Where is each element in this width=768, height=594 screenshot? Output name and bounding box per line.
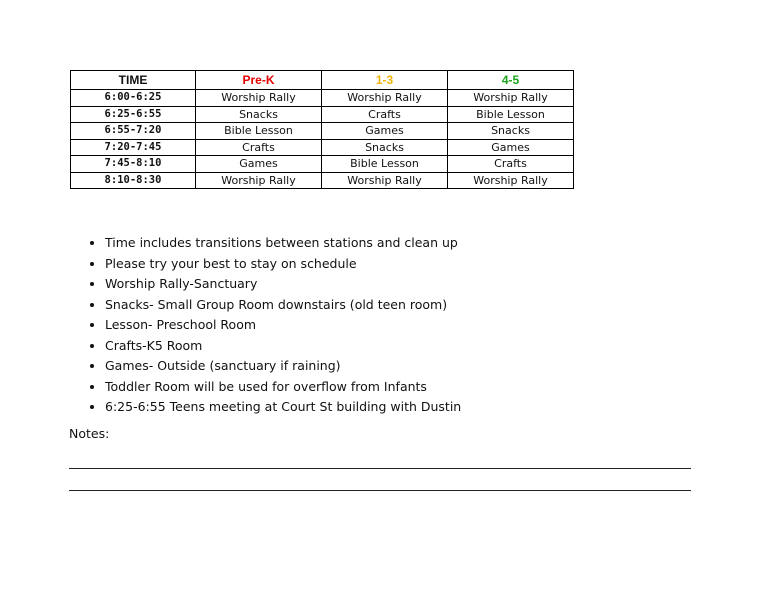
pre-k-cell: Snacks bbox=[196, 106, 322, 123]
grades-1-3-cell: Worship Rally bbox=[322, 172, 448, 189]
list-item: • 6:25-6:55 Teens meeting at Court St building with Dustin bbox=[105, 397, 461, 418]
grades-1-3-cell: Bible Lesson bbox=[322, 156, 448, 173]
header-grades-4-5: 4-5 bbox=[448, 71, 574, 90]
table-row bbox=[71, 106, 574, 123]
notes-label: Notes: bbox=[69, 426, 110, 441]
grades-1-3-cell: Snacks bbox=[322, 139, 448, 156]
grades-4-5-cell: Crafts bbox=[448, 156, 574, 173]
pre-k-cell: Games bbox=[196, 156, 322, 173]
header-time: TIME bbox=[71, 71, 196, 90]
pre-k-cell: Worship Rally bbox=[196, 172, 322, 189]
header-grades-1-3: 1-3 bbox=[322, 71, 448, 90]
list-item: • Snacks- Small Group Room downstairs (old teen room) bbox=[105, 295, 461, 316]
grades-4-5-cell: Worship Rally bbox=[448, 172, 574, 189]
notes-line bbox=[69, 468, 691, 469]
time-cell: 7:45-8:10 bbox=[71, 156, 196, 173]
list-item: • Crafts-K5 Room bbox=[105, 336, 461, 357]
grades-4-5-cell: Bible Lesson bbox=[448, 106, 574, 123]
header-pre-k: Pre-K bbox=[196, 71, 322, 90]
table-row bbox=[71, 156, 574, 173]
notes-line bbox=[69, 490, 691, 491]
list-item: • Time includes transitions between stations and clean up bbox=[105, 233, 461, 254]
grades-4-5-cell: Games bbox=[448, 139, 574, 156]
time-cell: 6:00-6:25 bbox=[71, 90, 196, 107]
list-item: • Lesson- Preschool Room bbox=[105, 315, 461, 336]
list-item: • Games- Outside (sanctuary if raining) bbox=[105, 356, 461, 377]
grades-1-3-cell: Worship Rally bbox=[322, 90, 448, 107]
schedule-table bbox=[70, 70, 574, 189]
time-cell: 7:20-7:45 bbox=[71, 139, 196, 156]
table-row bbox=[71, 172, 574, 189]
list-item: • Worship Rally-Sanctuary bbox=[105, 274, 461, 295]
grades-1-3-cell: Crafts bbox=[322, 106, 448, 123]
time-cell: 6:55-7:20 bbox=[71, 123, 196, 140]
time-cell: 6:25-6:55 bbox=[71, 106, 196, 123]
grades-1-3-cell: Games bbox=[322, 123, 448, 140]
info-bullet-list bbox=[70, 233, 461, 418]
table-row bbox=[71, 139, 574, 156]
list-item: • Please try your best to stay on schedule bbox=[105, 254, 461, 275]
pre-k-cell: Worship Rally bbox=[196, 90, 322, 107]
table-row bbox=[71, 90, 574, 107]
pre-k-cell: Bible Lesson bbox=[196, 123, 322, 140]
grades-4-5-cell: Snacks bbox=[448, 123, 574, 140]
grades-4-5-cell: Worship Rally bbox=[448, 90, 574, 107]
table-row bbox=[71, 123, 574, 140]
time-cell: 8:10-8:30 bbox=[71, 172, 196, 189]
table-header-row bbox=[71, 71, 574, 90]
pre-k-cell: Crafts bbox=[196, 139, 322, 156]
list-item: • Toddler Room will be used for overflow from Infants bbox=[105, 377, 461, 398]
